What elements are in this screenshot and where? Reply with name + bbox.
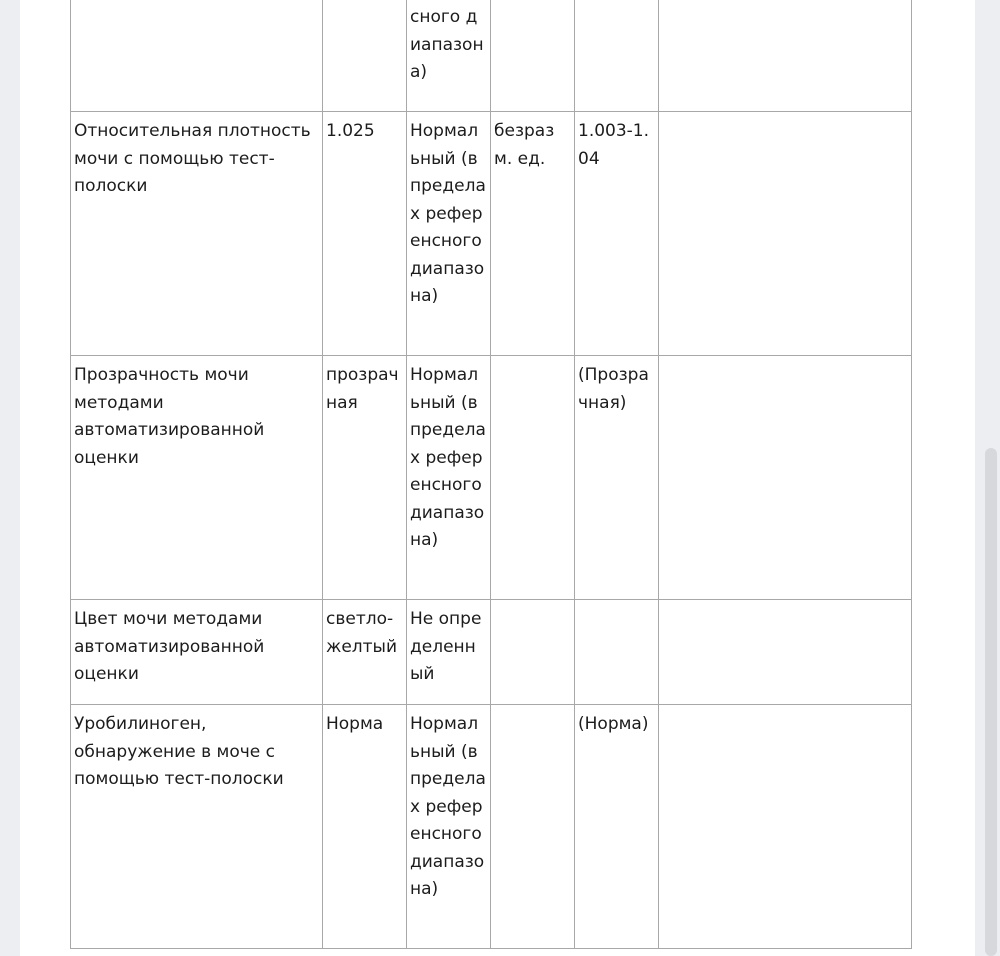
unit-cell [491, 0, 575, 112]
unit-cell [491, 705, 575, 949]
result-value-cell [323, 0, 407, 112]
unit-cell [491, 600, 575, 705]
reference-range-cell [575, 600, 659, 705]
table-row [71, 705, 912, 949]
table-row [71, 356, 912, 600]
scrollbar-thumb[interactable] [985, 448, 997, 956]
interpretation-cell: Нормальный (в пределах референсного диапазона) [407, 356, 491, 600]
table-row [71, 112, 912, 356]
interpretation-cell: Не определенный [407, 600, 491, 705]
table-row [71, 0, 912, 112]
interpretation-cell: Нормальный (в пределах референсного диапазона) [407, 705, 491, 949]
reference-range-cell: (Норма) [575, 705, 659, 949]
unit-cell: безразм. ед. [491, 112, 575, 356]
test-name-cell: Относительная плотность мочи с помощью тест-полоски [71, 112, 323, 356]
note-cell [659, 112, 912, 356]
result-value-cell: Норма [323, 705, 407, 949]
note-cell [659, 356, 912, 600]
test-name-cell: Цвет мочи методами автоматизированной оценки [71, 600, 323, 705]
result-value-cell: прозрачная [323, 356, 407, 600]
result-value-cell: светло-желтый [323, 600, 407, 705]
reference-range-cell: (Прозрачная) [575, 356, 659, 600]
test-name-cell: Прозрачность мочи методами автоматизированной оценки [71, 356, 323, 600]
unit-cell [491, 356, 575, 600]
lab-results-table [70, 0, 912, 949]
note-cell [659, 600, 912, 705]
table-row [71, 600, 912, 705]
reference-range-cell: 1.003-1.04 [575, 112, 659, 356]
interpretation-cell: сного диапазона) [407, 0, 491, 112]
note-cell [659, 0, 912, 112]
test-name-cell: Уробилиноген, обнаружение в моче с помощью тест-полоски [71, 705, 323, 949]
interpretation-cell: Нормальный (в пределах референсного диапазона) [407, 112, 491, 356]
result-value-cell: 1.025 [323, 112, 407, 356]
test-name-cell [71, 0, 323, 112]
note-cell [659, 705, 912, 949]
reference-range-cell [575, 0, 659, 112]
